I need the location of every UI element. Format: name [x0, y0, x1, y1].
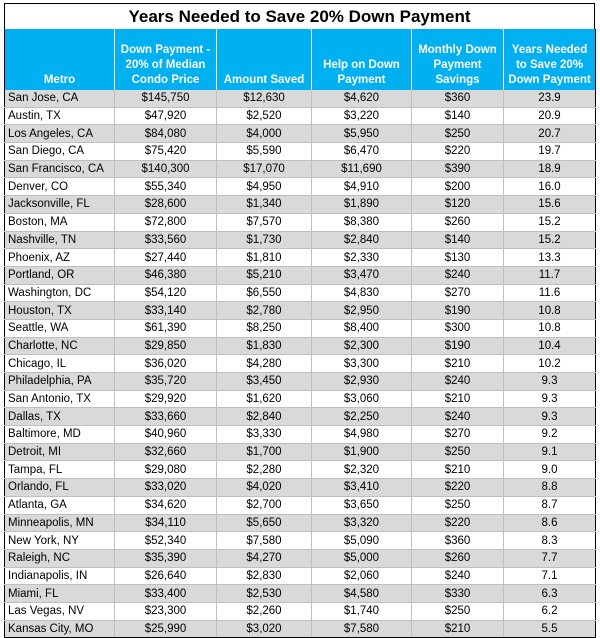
help-cell: $3,060: [312, 390, 412, 408]
metro-cell: San Diego, CA: [5, 143, 115, 161]
amount-saved-cell: $8,250: [217, 319, 312, 337]
monthly-savings-cell: $240: [412, 373, 504, 391]
help-cell: $3,320: [312, 514, 412, 532]
amount-saved-cell: $3,330: [217, 426, 312, 444]
help-cell: $8,380: [312, 213, 412, 231]
table-row: [5, 514, 596, 532]
table-row: [5, 585, 596, 603]
years-needed-cell: 15.2: [504, 213, 596, 231]
monthly-savings-cell: $190: [412, 302, 504, 320]
amount-saved-cell: $4,950: [217, 178, 312, 196]
help-cell: $5,090: [312, 532, 412, 550]
down-payment-cell: $72,800: [115, 213, 217, 231]
years-needed-cell: 16.0: [504, 178, 596, 196]
amount-saved-cell: $1,700: [217, 443, 312, 461]
help-cell: $5,950: [312, 125, 412, 143]
monthly-savings-cell: $140: [412, 107, 504, 125]
table-row: [5, 426, 596, 444]
down-payment-cell: $145,750: [115, 90, 217, 107]
down-payment-cell: $54,120: [115, 284, 217, 302]
down-payment-cell: $32,660: [115, 443, 217, 461]
help-cell: $2,330: [312, 249, 412, 267]
down-payment-cell: $52,340: [115, 532, 217, 550]
metro-cell: San Jose, CA: [5, 90, 115, 107]
table-row: [5, 266, 596, 284]
years-needed-cell: 11.6: [504, 284, 596, 302]
metro-cell: Baltimore, MD: [5, 426, 115, 444]
monthly-savings-cell: $240: [412, 408, 504, 426]
years-needed-cell: 10.8: [504, 319, 596, 337]
monthly-savings-cell: $220: [412, 479, 504, 497]
years-needed-cell: 9.1: [504, 443, 596, 461]
table-row: [5, 249, 596, 267]
help-cell: $3,410: [312, 479, 412, 497]
table-row: [5, 496, 596, 514]
years-needed-cell: 9.3: [504, 408, 596, 426]
help-cell: $4,910: [312, 178, 412, 196]
table-row: [5, 355, 596, 373]
table-row: [5, 567, 596, 585]
help-cell: $2,930: [312, 373, 412, 391]
help-cell: $8,400: [312, 319, 412, 337]
metro-cell: Charlotte, NC: [5, 337, 115, 355]
down-payment-cell: $140,300: [115, 160, 217, 178]
down-payment-cell: $25,990: [115, 620, 217, 638]
monthly-savings-cell: $270: [412, 426, 504, 444]
amount-saved-cell: $2,520: [217, 107, 312, 125]
metro-cell: Chicago, IL: [5, 355, 115, 373]
metro-cell: Portland, OR: [5, 266, 115, 284]
table-row: [5, 532, 596, 550]
table-row: [5, 620, 596, 638]
help-cell: $4,580: [312, 585, 412, 603]
amount-saved-cell: $5,590: [217, 143, 312, 161]
down-payment-cell: $47,920: [115, 107, 217, 125]
table-row: [5, 284, 596, 302]
years-needed-cell: 7.1: [504, 567, 596, 585]
monthly-savings-cell: $360: [412, 90, 504, 107]
monthly-savings-cell: $120: [412, 196, 504, 214]
down-payment-cell: $33,020: [115, 479, 217, 497]
years-needed-cell: 5.5: [504, 620, 596, 638]
amount-saved-cell: $7,580: [217, 532, 312, 550]
monthly-savings-cell: $220: [412, 143, 504, 161]
metro-cell: Austin, TX: [5, 107, 115, 125]
down-payment-cell: $34,620: [115, 496, 217, 514]
monthly-savings-cell: $250: [412, 496, 504, 514]
amount-saved-cell: $4,270: [217, 549, 312, 567]
table-header: [5, 29, 596, 90]
header-monthly-savings: Monthly Down Payment Savings: [412, 29, 504, 90]
amount-saved-cell: $7,570: [217, 213, 312, 231]
amount-saved-cell: $1,810: [217, 249, 312, 267]
header-down-payment: Down Payment - 20% of Median Condo Price: [115, 29, 217, 90]
table-body: [5, 90, 596, 638]
help-cell: $2,250: [312, 408, 412, 426]
metro-cell: Dallas, TX: [5, 408, 115, 426]
years-needed-cell: 18.9: [504, 160, 596, 178]
help-cell: $2,950: [312, 302, 412, 320]
metro-cell: Las Vegas, NV: [5, 602, 115, 620]
metro-cell: New York, NY: [5, 532, 115, 550]
years-needed-cell: 6.3: [504, 585, 596, 603]
help-cell: $1,900: [312, 443, 412, 461]
table-title: Years Needed to Save 20% Down Payment: [4, 3, 595, 29]
down-payment-cell: $33,660: [115, 408, 217, 426]
table-row: [5, 302, 596, 320]
header-metro: Metro: [5, 29, 115, 90]
metro-cell: Seattle, WA: [5, 319, 115, 337]
monthly-savings-cell: $390: [412, 160, 504, 178]
metro-cell: Orlando, FL: [5, 479, 115, 497]
savings-table: [4, 29, 596, 638]
table-row: [5, 178, 596, 196]
amount-saved-cell: $1,620: [217, 390, 312, 408]
years-needed-cell: 9.3: [504, 373, 596, 391]
metro-cell: Miami, FL: [5, 585, 115, 603]
years-needed-cell: 9.0: [504, 461, 596, 479]
table-row: [5, 319, 596, 337]
years-needed-cell: 15.6: [504, 196, 596, 214]
metro-cell: Nashville, TN: [5, 231, 115, 249]
table-row: [5, 231, 596, 249]
table-row: [5, 337, 596, 355]
down-payment-cell: $40,960: [115, 426, 217, 444]
table-row: [5, 390, 596, 408]
amount-saved-cell: $2,260: [217, 602, 312, 620]
monthly-savings-cell: $190: [412, 337, 504, 355]
help-cell: $11,690: [312, 160, 412, 178]
metro-cell: Tampa, FL: [5, 461, 115, 479]
amount-saved-cell: $5,650: [217, 514, 312, 532]
table-row: [5, 443, 596, 461]
amount-saved-cell: $1,340: [217, 196, 312, 214]
table-row: [5, 479, 596, 497]
metro-cell: Houston, TX: [5, 302, 115, 320]
metro-cell: Denver, CO: [5, 178, 115, 196]
table-row: [5, 373, 596, 391]
help-cell: $5,000: [312, 549, 412, 567]
down-payment-cell: $46,380: [115, 266, 217, 284]
help-cell: $1,740: [312, 602, 412, 620]
monthly-savings-cell: $200: [412, 178, 504, 196]
monthly-savings-cell: $330: [412, 585, 504, 603]
down-payment-cell: $75,420: [115, 143, 217, 161]
down-payment-cell: $84,080: [115, 125, 217, 143]
amount-saved-cell: $2,280: [217, 461, 312, 479]
metro-cell: Washington, DC: [5, 284, 115, 302]
down-payment-cell: $28,600: [115, 196, 217, 214]
monthly-savings-cell: $300: [412, 319, 504, 337]
table-row: [5, 90, 596, 107]
years-needed-cell: 13.3: [504, 249, 596, 267]
help-cell: $2,300: [312, 337, 412, 355]
years-needed-cell: 8.3: [504, 532, 596, 550]
metro-cell: Kansas City, MO: [5, 620, 115, 638]
metro-cell: Atlanta, GA: [5, 496, 115, 514]
monthly-savings-cell: $240: [412, 567, 504, 585]
header-years-needed: Years Needed to Save 20% Down Payment: [504, 29, 596, 90]
down-payment-cell: $33,400: [115, 585, 217, 603]
table-row: [5, 213, 596, 231]
monthly-savings-cell: $210: [412, 620, 504, 638]
metro-cell: Jacksonville, FL: [5, 196, 115, 214]
metro-cell: Minneapolis, MN: [5, 514, 115, 532]
metro-cell: Los Angeles, CA: [5, 125, 115, 143]
table-row: [5, 196, 596, 214]
monthly-savings-cell: $130: [412, 249, 504, 267]
help-cell: $2,060: [312, 567, 412, 585]
down-payment-cell: $35,390: [115, 549, 217, 567]
amount-saved-cell: $4,020: [217, 479, 312, 497]
header-amount-saved: Amount Saved: [217, 29, 312, 90]
help-cell: $3,220: [312, 107, 412, 125]
amount-saved-cell: $1,730: [217, 231, 312, 249]
help-cell: $3,650: [312, 496, 412, 514]
years-needed-cell: 9.2: [504, 426, 596, 444]
amount-saved-cell: $12,630: [217, 90, 312, 107]
amount-saved-cell: $2,700: [217, 496, 312, 514]
down-payment-cell: $33,140: [115, 302, 217, 320]
years-needed-cell: 10.2: [504, 355, 596, 373]
header-help-on-down-payment: Help on Down Payment: [312, 29, 412, 90]
monthly-savings-cell: $250: [412, 443, 504, 461]
help-cell: $6,470: [312, 143, 412, 161]
amount-saved-cell: $3,450: [217, 373, 312, 391]
down-payment-cell: $61,390: [115, 319, 217, 337]
years-needed-cell: 23.9: [504, 90, 596, 107]
help-cell: $1,890: [312, 196, 412, 214]
years-needed-cell: 8.6: [504, 514, 596, 532]
metro-cell: San Antonio, TX: [5, 390, 115, 408]
years-needed-cell: 9.3: [504, 390, 596, 408]
years-needed-cell: 8.7: [504, 496, 596, 514]
amount-saved-cell: $3,020: [217, 620, 312, 638]
down-payment-cell: $26,640: [115, 567, 217, 585]
amount-saved-cell: $4,280: [217, 355, 312, 373]
help-cell: $7,580: [312, 620, 412, 638]
down-payment-cell: $55,340: [115, 178, 217, 196]
down-payment-cell: $34,110: [115, 514, 217, 532]
monthly-savings-cell: $250: [412, 125, 504, 143]
help-cell: $4,620: [312, 90, 412, 107]
help-cell: $4,980: [312, 426, 412, 444]
down-payment-cell: $29,080: [115, 461, 217, 479]
amount-saved-cell: $2,830: [217, 567, 312, 585]
table-row: [5, 408, 596, 426]
monthly-savings-cell: $270: [412, 284, 504, 302]
down-payment-cell: $27,440: [115, 249, 217, 267]
down-payment-cell: $36,020: [115, 355, 217, 373]
metro-cell: Detroit, MI: [5, 443, 115, 461]
table-row: [5, 160, 596, 178]
years-needed-cell: 20.7: [504, 125, 596, 143]
amount-saved-cell: $2,780: [217, 302, 312, 320]
metro-cell: San Francisco, CA: [5, 160, 115, 178]
down-payment-cell: $23,300: [115, 602, 217, 620]
help-cell: $2,840: [312, 231, 412, 249]
monthly-savings-cell: $360: [412, 532, 504, 550]
down-payment-cell: $29,920: [115, 390, 217, 408]
help-cell: $3,300: [312, 355, 412, 373]
down-payment-cell: $33,560: [115, 231, 217, 249]
amount-saved-cell: $4,000: [217, 125, 312, 143]
table-row: [5, 461, 596, 479]
help-cell: $4,830: [312, 284, 412, 302]
help-cell: $3,470: [312, 266, 412, 284]
metro-cell: Phoenix, AZ: [5, 249, 115, 267]
amount-saved-cell: $2,530: [217, 585, 312, 603]
years-needed-cell: 20.9: [504, 107, 596, 125]
metro-cell: Raleigh, NC: [5, 549, 115, 567]
down-payment-cell: $35,720: [115, 373, 217, 391]
years-needed-cell: 15.2: [504, 231, 596, 249]
metro-cell: Boston, MA: [5, 213, 115, 231]
monthly-savings-cell: $210: [412, 355, 504, 373]
monthly-savings-cell: $140: [412, 231, 504, 249]
amount-saved-cell: $1,830: [217, 337, 312, 355]
amount-saved-cell: $17,070: [217, 160, 312, 178]
table-row: [5, 143, 596, 161]
help-cell: $2,320: [312, 461, 412, 479]
monthly-savings-cell: $220: [412, 514, 504, 532]
years-needed-cell: 7.7: [504, 549, 596, 567]
monthly-savings-cell: $260: [412, 213, 504, 231]
metro-cell: Indianapolis, IN: [5, 567, 115, 585]
amount-saved-cell: $6,550: [217, 284, 312, 302]
metro-cell: Philadelphia, PA: [5, 373, 115, 391]
years-needed-cell: 10.4: [504, 337, 596, 355]
table-row: [5, 602, 596, 620]
monthly-savings-cell: $240: [412, 266, 504, 284]
table-row: [5, 107, 596, 125]
header-row: [5, 29, 596, 90]
table-container: [4, 3, 595, 638]
table-row: [5, 125, 596, 143]
monthly-savings-cell: $210: [412, 461, 504, 479]
years-needed-cell: 11.7: [504, 266, 596, 284]
table-row: [5, 549, 596, 567]
down-payment-cell: $29,850: [115, 337, 217, 355]
years-needed-cell: 8.8: [504, 479, 596, 497]
monthly-savings-cell: $250: [412, 602, 504, 620]
monthly-savings-cell: $260: [412, 549, 504, 567]
monthly-savings-cell: $210: [412, 390, 504, 408]
years-needed-cell: 19.7: [504, 143, 596, 161]
years-needed-cell: 6.2: [504, 602, 596, 620]
years-needed-cell: 10.8: [504, 302, 596, 320]
amount-saved-cell: $2,840: [217, 408, 312, 426]
amount-saved-cell: $5,210: [217, 266, 312, 284]
